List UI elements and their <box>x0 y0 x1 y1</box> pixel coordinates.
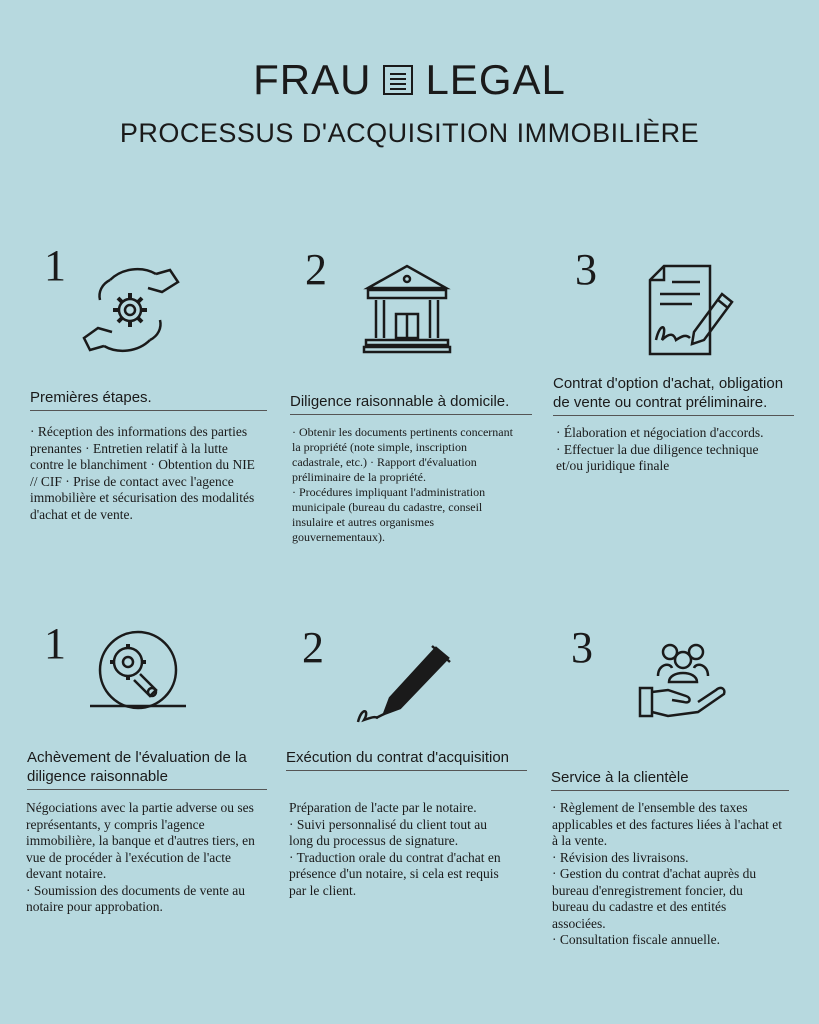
step-body: · Réception des informations des parties prenantes · Entretien relatif à la lutte contre le blanchiment · Obtention du NIE // CIF · Prise de contact avec l'agence immobilière et sécurisation des modalités d'achat et de vente. <box>30 424 255 522</box>
government-building-icon <box>362 262 452 354</box>
hand-people-icon <box>638 642 728 720</box>
step-heading: Diligence raisonnable à domicile. <box>290 392 532 415</box>
brand-logo <box>0 56 819 104</box>
step-heading: Contrat d'option d'achat, obligation de vente ou contrat préliminaire. <box>553 374 794 416</box>
step-heading: Exécution du contrat d'acquisition <box>286 748 527 771</box>
step-body: · Règlement de l'ensemble des taxes applicables et des factures liées à l'achat et à la vente. · Révision des livraisons. · Gestion du contrat d'achat auprès du bureau d'enregistrement foncier, du bureau du cadastre et des entités associées. · Consultation fiscale annuelle. <box>552 800 782 947</box>
step-heading: Achèvement de l'évaluation de la diligence raisonnable <box>27 748 267 790</box>
brand-left: FRAU <box>253 56 372 103</box>
step-number: 1 <box>44 241 66 290</box>
step-number: 1 <box>44 619 66 668</box>
document-logo-icon <box>381 63 415 97</box>
page-title: PROCESSUS D'ACQUISITION IMMOBILIÈRE <box>119 118 700 148</box>
step-body: · Élaboration et négociation d'accords. · Effectuer la due diligence technique et/ou juridique finale <box>556 425 764 473</box>
step-body: Négociations avec la partie adverse ou ses représentants, y compris l'agence immobilière, la banque et d'autres tiers, en vue de procéder à l'exécution de l'acte devant notaire. · Soumission des documents de vente au notaire pour approbation. <box>26 800 255 914</box>
step-number: 2 <box>302 623 324 672</box>
handshake-gear-icon <box>82 262 182 358</box>
step-heading: Service à la clientèle <box>551 768 789 791</box>
step-heading: Premières étapes. <box>30 388 267 411</box>
step-number: 2 <box>305 245 327 294</box>
magnifier-gear-icon <box>88 630 188 710</box>
step-number: 3 <box>571 623 593 672</box>
step-body: · Obtenir les documents pertinents concernant la propriété (note simple, inscription cadastrale, etc.) · Rapport d'évaluation préliminaire de la propriété. · Procédures impliquant l'administration municipale (bureau du cadastre, conseil insulaire et autres organismes gouvernementaux). <box>292 425 513 544</box>
step-number: 3 <box>575 245 597 294</box>
fountain-pen-icon <box>356 644 452 726</box>
step-body: Préparation de l'acte par le notaire. · Suivi personnalisé du client tout au long du processus de signature. · Traduction orale du contrat d'achat en présence d'un notaire, si cela est requis par le client. <box>289 800 501 898</box>
brand-right: LEGAL <box>425 56 566 103</box>
contract-pen-icon <box>646 264 736 356</box>
